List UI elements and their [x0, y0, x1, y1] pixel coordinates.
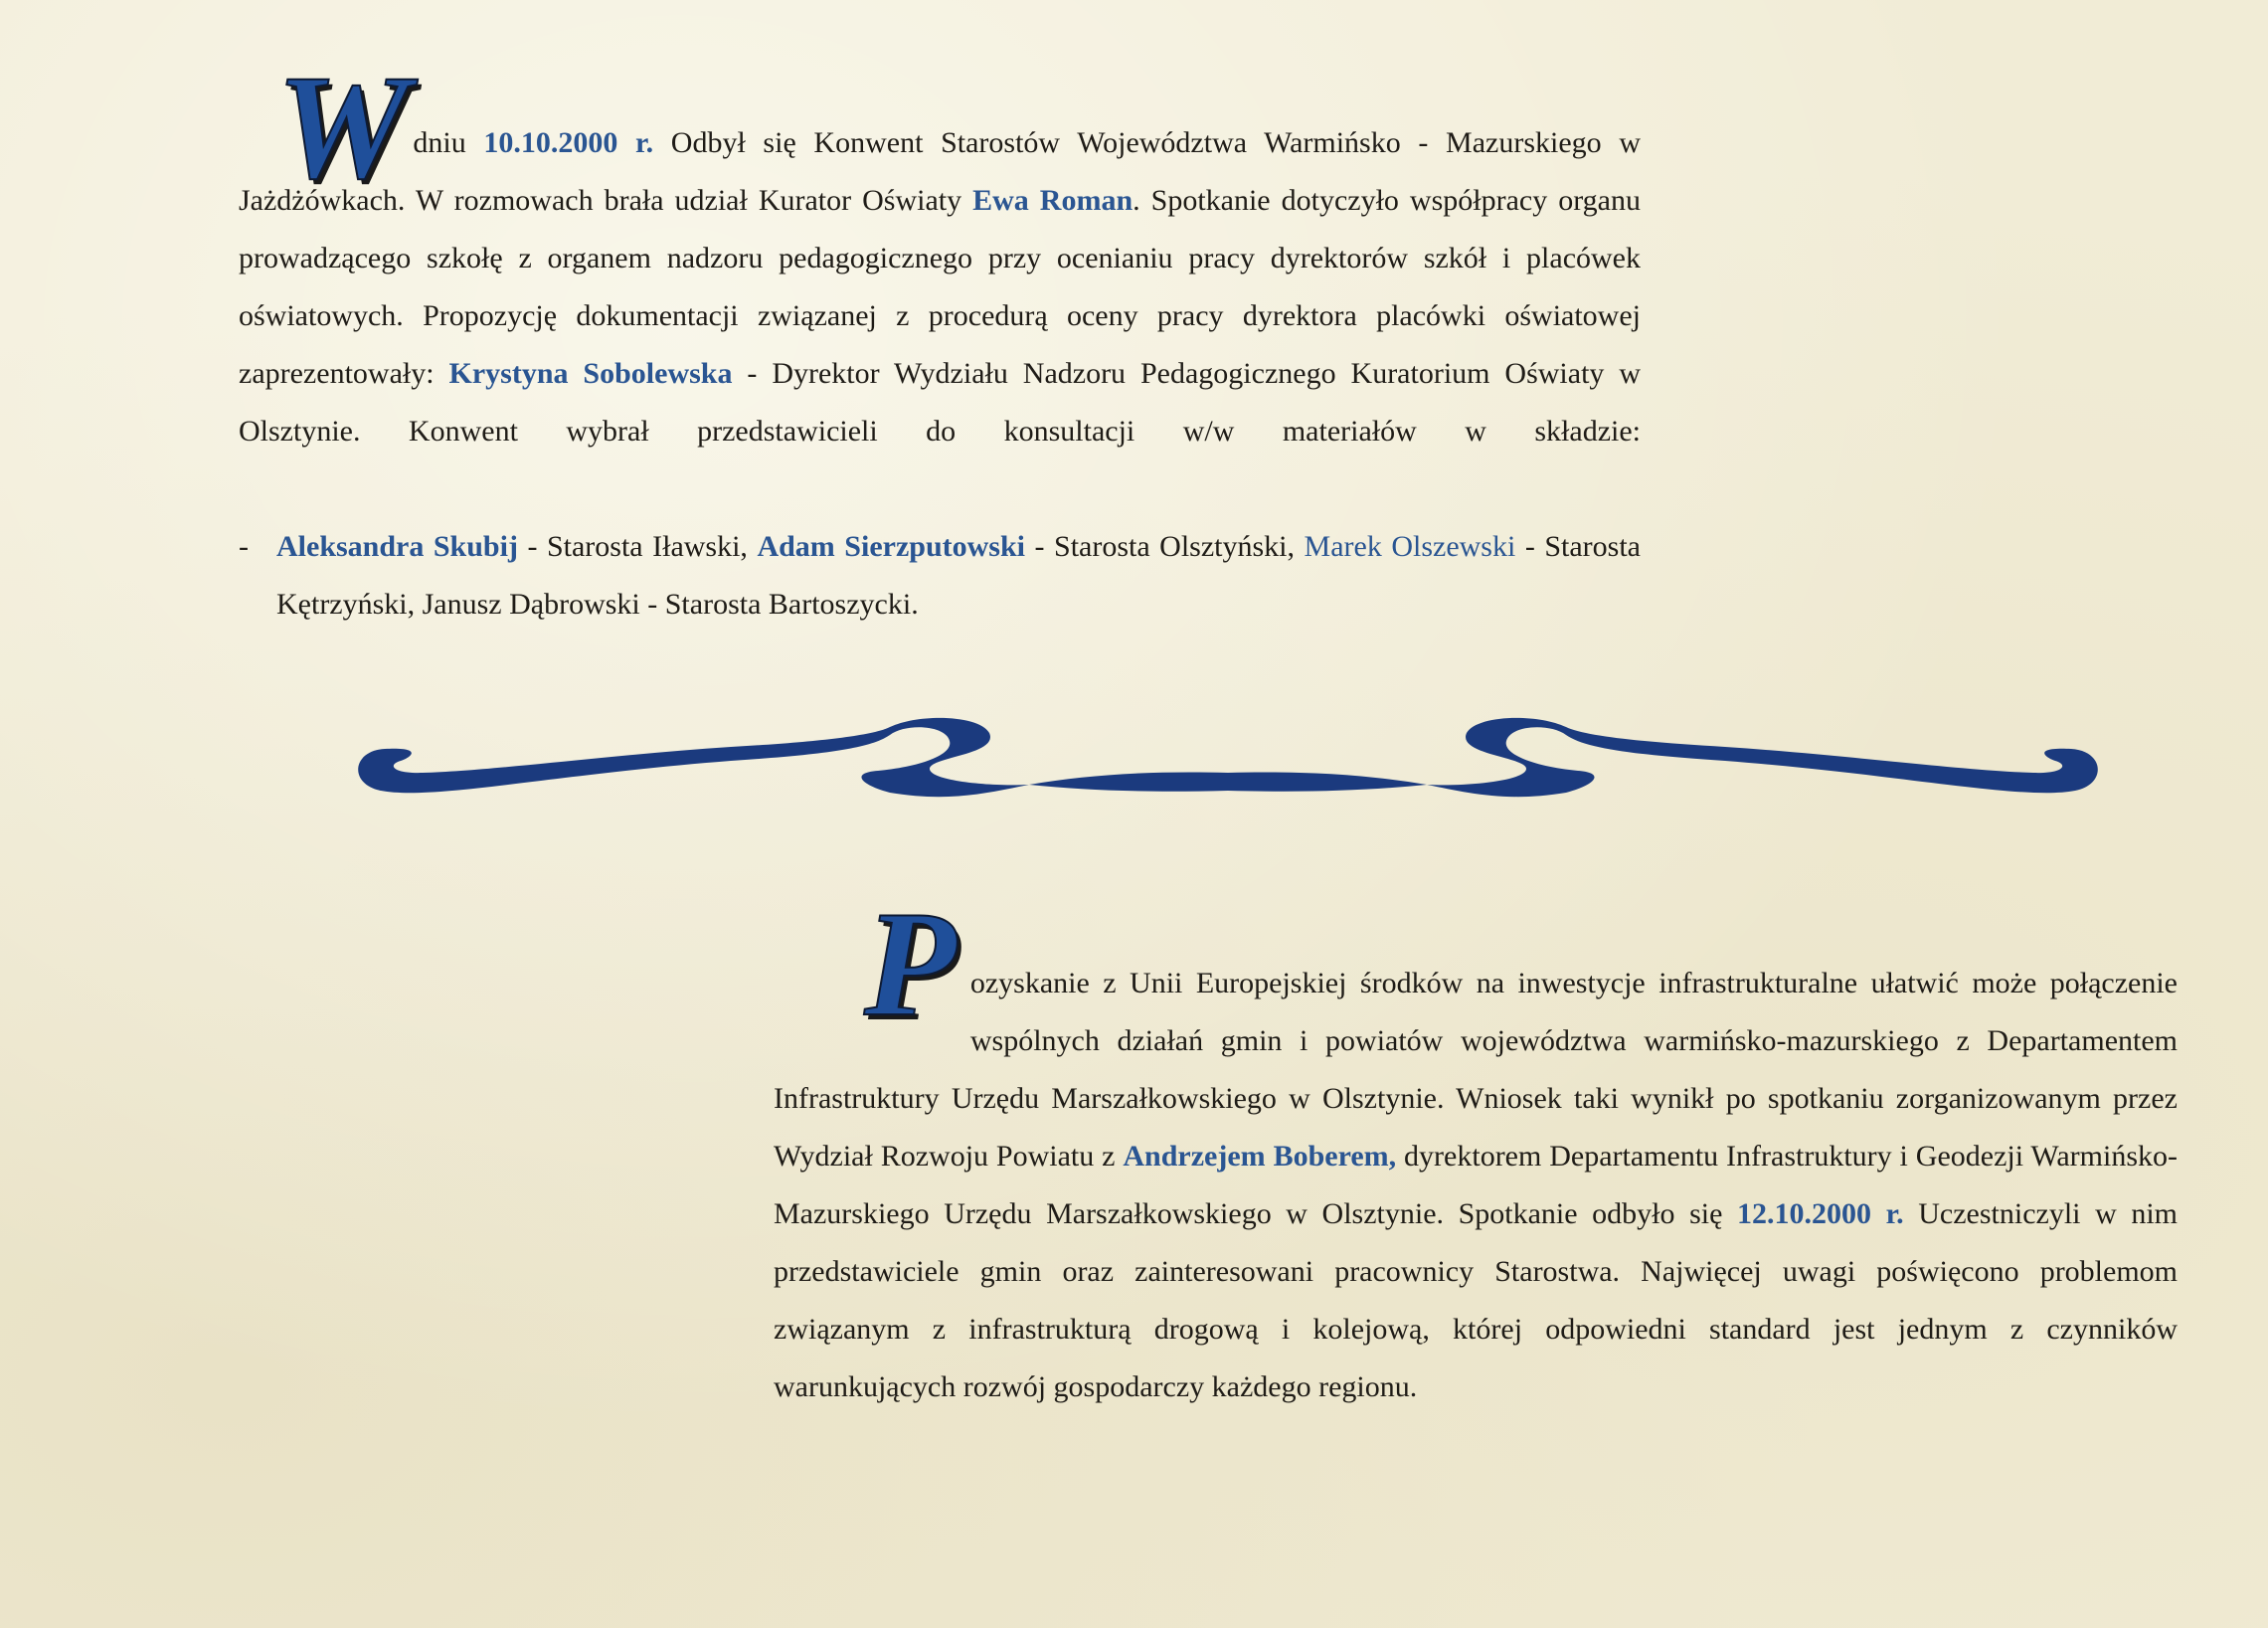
person-name: Andrzejem Boberem, [1123, 1140, 1397, 1173]
person-name: Aleksandra Skubij [276, 530, 518, 563]
date-highlight: 12.10.2000 r. [1737, 1197, 1904, 1230]
ornament-center [1029, 773, 1427, 792]
list-item-representatives [239, 518, 1641, 633]
text-segment: - Dyrektor Wydziału Nadzoru Pedagogicznego Kuratorium Oświaty w Olsztynie. Konwent wybrał przedstawicieli do konsultacji w/w materiałów w składzie: [239, 357, 1642, 448]
text-segment: dniu [413, 126, 484, 159]
text-segment: . Spotkanie dotyczyło współpracy organu prowadzącego szkołę z organem nadzoru pedagogicznego przy ocenianiu pracy dyrektorów szkół i placówek oświatowych. Propozycję dokumentacji związanej z procedurą oceny pracy dyrektora placówki oświatowej zaprezentowały: [239, 184, 1641, 390]
text-segment: - Starosta Kętrzyński, Janusz Dąbrowski - Starosta Bartoszycki. [276, 530, 1641, 621]
paragraph-infrastructure [774, 880, 2179, 1416]
article-infrastructure [774, 880, 2179, 1416]
text-segment: - Starosta Iławski, [517, 530, 758, 563]
list-dash: - [239, 530, 249, 563]
dropcap-w: W [276, 45, 404, 210]
ornament-swirl-left [358, 718, 1029, 797]
presenter-name: Krystyna Sobolewska [448, 357, 733, 390]
text-segment: Uczestniczyli w nim przedstawiciele gmin oraz zainteresowani pracownicy Starostwa. Najwięcej uwagi poświęcono problemom związanym z infrastrukturą drogową i kolejową, której odpowiedni standard jest jednym z czynników warunkujących rozwój gospodarczy każdego regionu. [774, 1197, 2179, 1403]
paragraph-convention [239, 45, 1642, 518]
article-convention [239, 45, 1642, 633]
person-name: Adam Sierzputowski [757, 530, 1025, 563]
date-highlight: 10.10.2000 r. [483, 126, 654, 159]
text-segment: dyrektorem Departamentu Infrastruktury i Geodezji Warmińsko-Mazurskiego Urzędu Marszałkowskiego w Olsztynie. Spotkanie odbyło się [774, 1140, 2178, 1230]
dropcap-p: P [864, 880, 957, 1047]
text-segment: Odbył się Konwent Starostów Województwa Warmińsko - Mazurskiego w Jażdżówkach. W rozmowach brała udział Kurator Oświaty [239, 126, 1642, 217]
ornament-swirl-right [1427, 718, 2098, 797]
kurator-name: Ewa Roman [972, 184, 1134, 217]
person-name: Marek Olszewski [1304, 530, 1516, 563]
ornamental-divider [353, 711, 2103, 801]
text-segment: - Starosta Olsztyński, [1025, 530, 1305, 563]
text-segment: ozyskanie z Unii Europejskiej środków na inwestycje infrastrukturalne ułatwić może połączenie wspólnych działań gmin i powiatów województwa warmińsko-mazurskiego z Departamentem Infrastruktury Urzędu Marszałkowskiego w Olsztynie. Wniosek taki wynikł po spotkaniu zorganizowanym przez Wydział Rozwoju Powiatu z [774, 967, 2178, 1173]
